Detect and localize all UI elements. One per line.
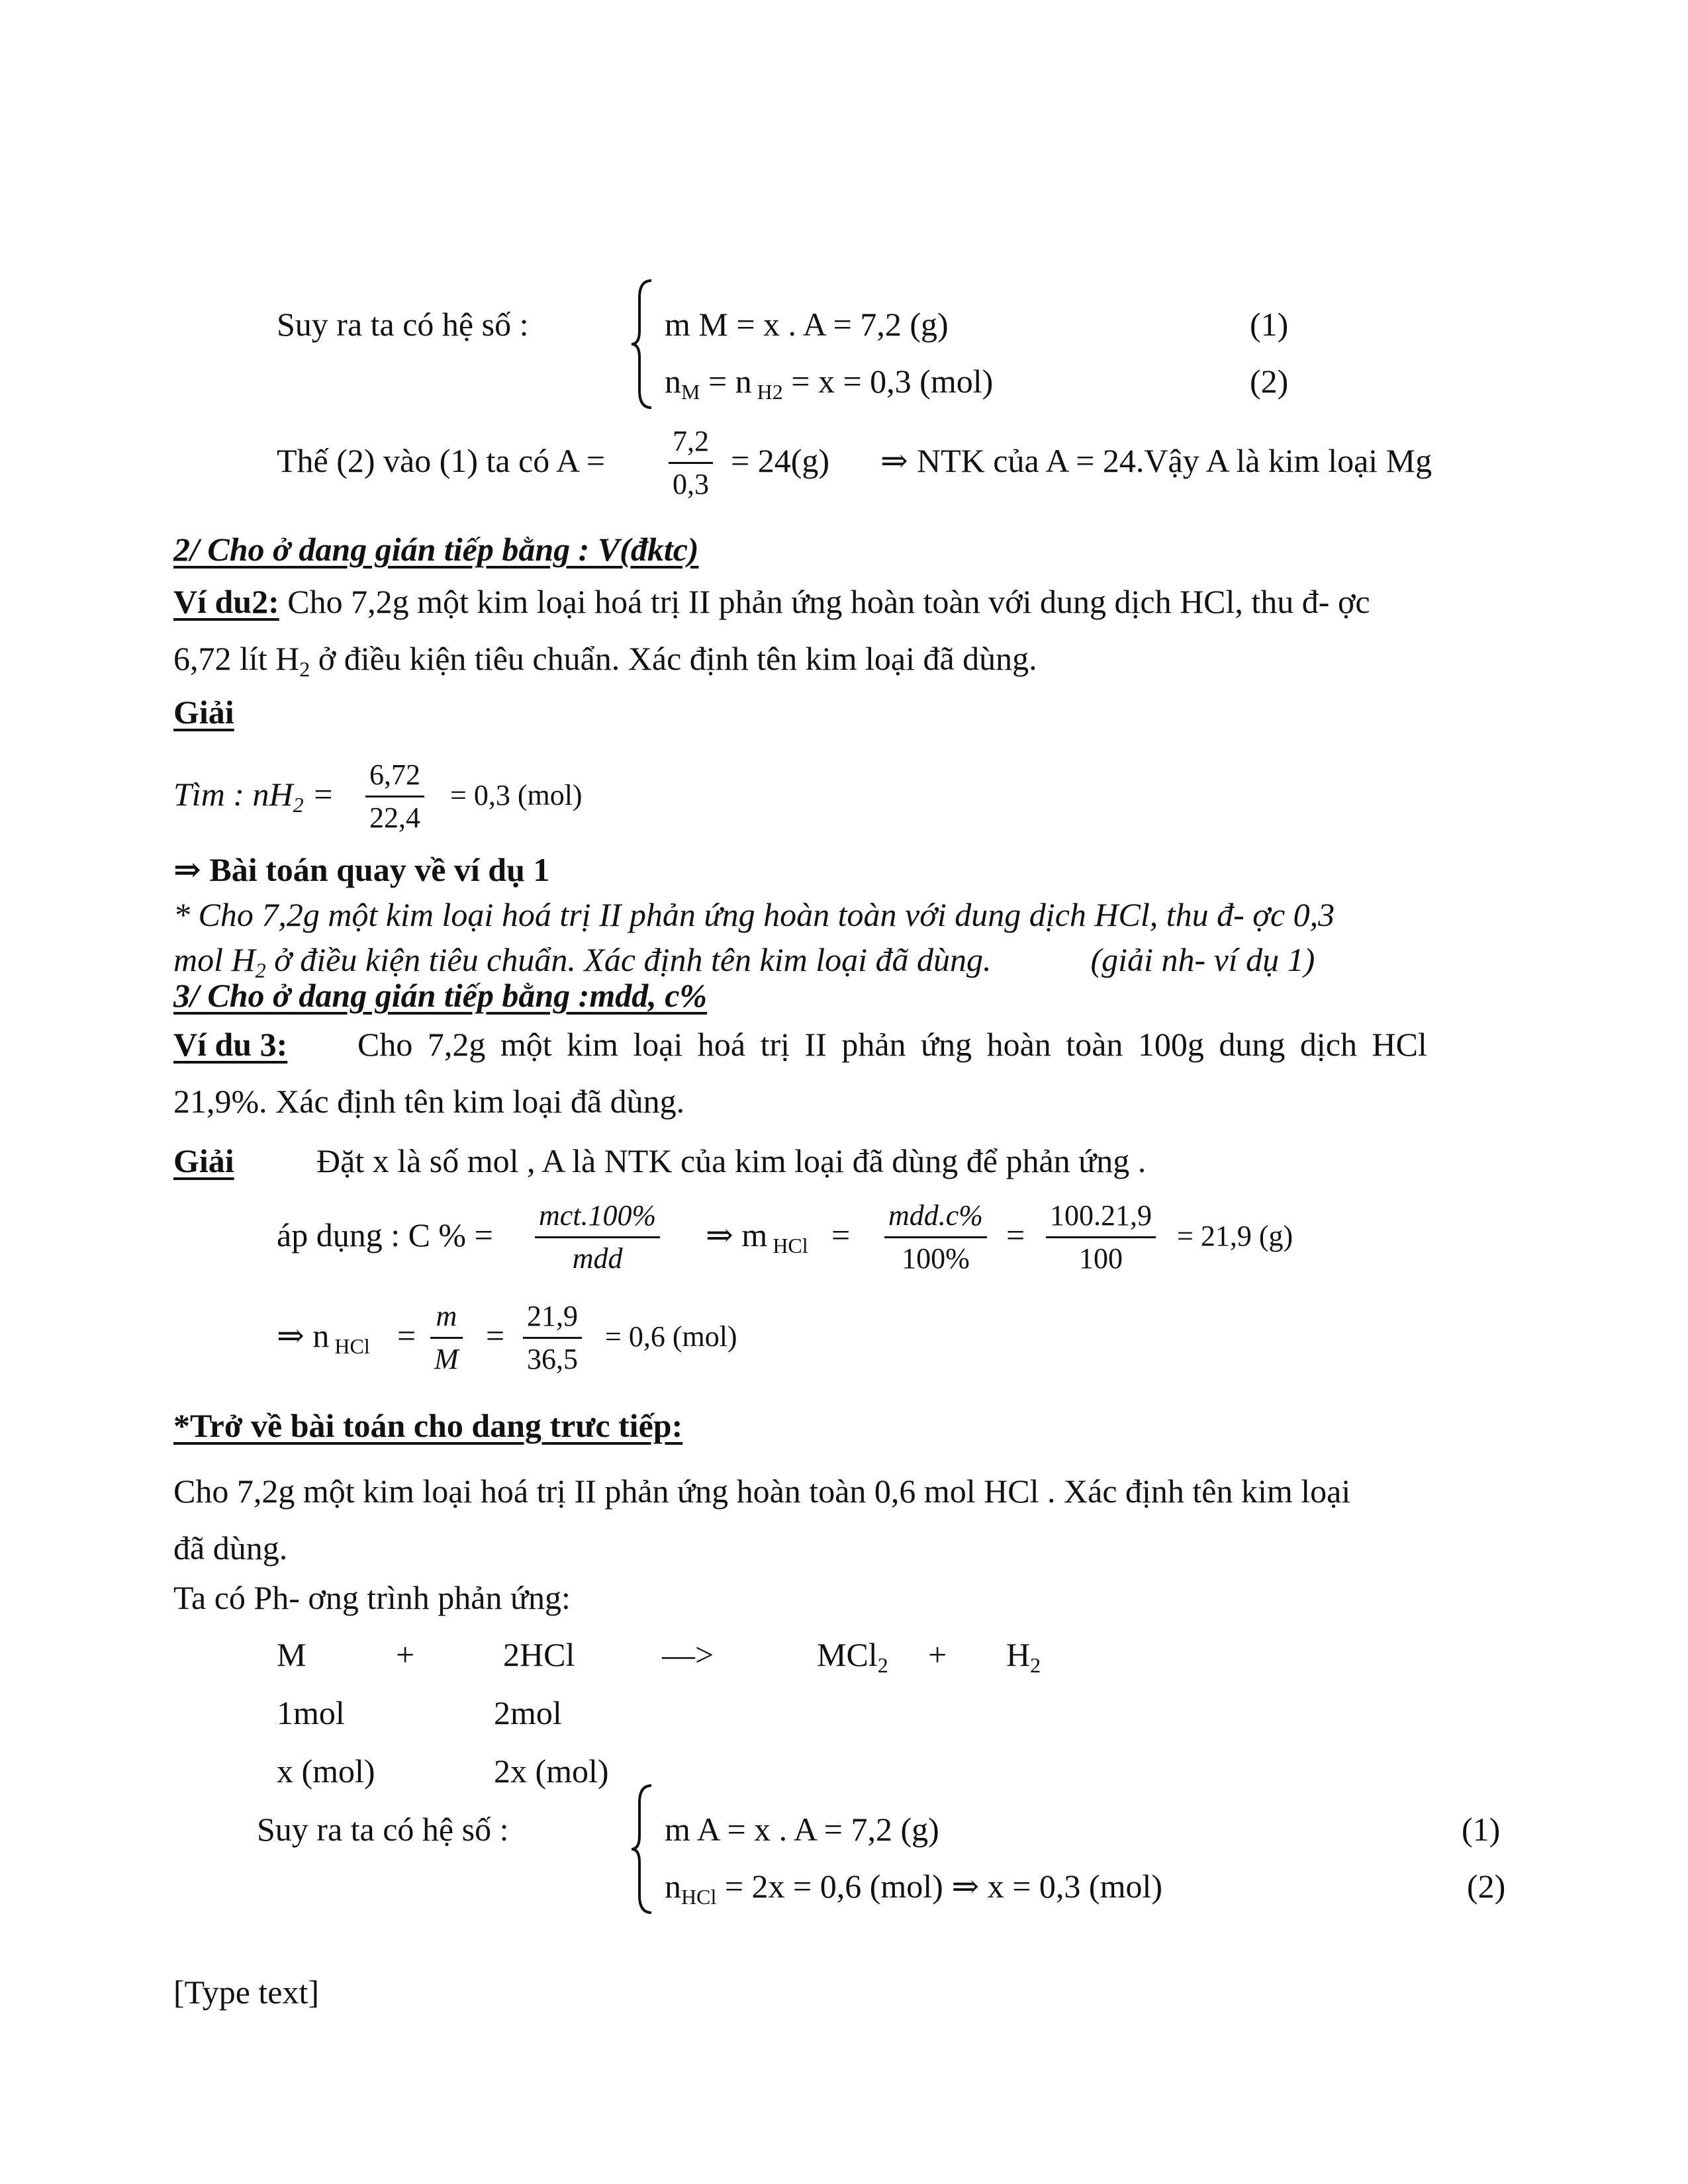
system2-eq2: $n_{HCl} = 2x = 0,6$ (mol) ⇒ x = 0,3 (mol) [665, 1868, 1163, 1909]
system1-eq1-number: (1) [1250, 306, 1289, 343]
example-3-text-line2: 21,9%. Xác định tên kim loại đã dùng. [173, 1083, 685, 1120]
implies-arrow-icon: ⇒ [706, 1216, 733, 1253]
example-3-label: Ví du 3: [173, 1026, 288, 1063]
section-3-heading: 3/ Cho ở dang gián tiếp bằng :mdd, c% [173, 977, 708, 1014]
fraction-value: $\frac{100.21,9}{100}$ [1046, 1195, 1156, 1279]
fraction-m-over-M: $\frac{m}{M}$ [430, 1296, 463, 1380]
restated-problem: * Cho 7,2g một kim loại hoá trị II phản ứng hoàn toàn với dung dịch HCl, thu đ- ợc 0,3 mol $H_2$ ở điều kiện tiêu chuẩn. Xác định tên kim loại đã dùng. (giải nh- ví dụ 1) [173, 896, 1335, 982]
fraction-moles: $\frac{21,9}{36,5}$ [523, 1296, 582, 1380]
system2-lead: Suy ra ta có hệ số : [257, 1811, 509, 1848]
section-4-heading: *Trở về bài toán cho dang trưc tiếp: [173, 1407, 683, 1444]
mhcl-label: ⇒ m $_{HCl}$ [706, 1216, 808, 1257]
plus-sign: + [928, 1636, 947, 1673]
system1-eq2-number: (2) [1250, 363, 1289, 400]
fraction-a: $\frac{7,2}{0,3}$ [669, 421, 713, 505]
brace-left-icon [629, 278, 655, 410]
system2-eq1: m A = x . A = 7,2 (g) [665, 1811, 939, 1848]
nhcl-label: ⇒ n $_{HCl}$ [277, 1317, 370, 1358]
example-2-paragraph: Ví du2: Cho 7,2g một kim loại hoá trị II phản ứng hoàn toàn với dung dịch HCl, thu đ- ợc 6,72 lít $H_2$ ở điều kiện tiêu chuẩn. Xác định tên kim loại đã dùng. [173, 583, 1370, 681]
fraction-nh2: $\frac{6,72}{22,4}$ [365, 754, 424, 839]
implies-arrow-icon: ⇒ [951, 1868, 980, 1905]
brace-left-icon [629, 1783, 655, 1915]
substitution-result: = 24(g) [731, 442, 829, 479]
system2-eq1-number: (1) [1462, 1811, 1501, 1848]
equals-sign: = [1006, 1216, 1025, 1253]
nhcl-result: = 0,6 (mol) [605, 1320, 737, 1353]
footer-placeholder: [Type text] [173, 1974, 320, 2011]
system1-eq1: m M = x . A = 7,2 (g) [665, 306, 949, 343]
implies-arrow-icon: ⇒ [173, 851, 201, 888]
system1-eq2: $n_M = n$ $_{H2}$ = x = 0,3 (mol) [665, 363, 994, 404]
solution-3-intro: Đặt x là số mol , A là NTK của kim loại đã dùng để phản ứng . [316, 1142, 1147, 1179]
reaction-arrow-icon: —> [662, 1636, 714, 1673]
fraction-mdd: mdd.c% 100% [884, 1195, 987, 1279]
moles-hcl: 2x (mol) [494, 1752, 609, 1790]
mole-ratio-hcl: 2mol [494, 1694, 562, 1731]
reactant-hcl: 2HCl [503, 1636, 575, 1673]
find-nh2: Tìm : $nH_2$ = [173, 776, 334, 817]
system1-lead: Suy ra ta có hệ số : [277, 306, 529, 343]
system2-eq2-number: (2) [1467, 1868, 1506, 1905]
mhcl-result: = 21,9 (g) [1177, 1220, 1293, 1252]
solution-label-3: Giải [173, 1142, 234, 1179]
equals-sign: = [486, 1317, 505, 1354]
mole-ratio-m: 1mol [277, 1694, 345, 1731]
apply-formula-label: áp dụng : C % = [277, 1216, 493, 1253]
direct-problem-paragraph: Cho 7,2g một kim loại hoá trị II phản ứng hoàn toàn 0,6 mol HCl . Xác định tên kim loại đã dùng. [173, 1473, 1351, 1567]
equals-sign: = [397, 1317, 416, 1354]
moles-m: x (mol) [277, 1752, 375, 1790]
equation-intro: Ta có Ph- ơng trình phản ứng: [173, 1579, 571, 1616]
plus-sign: + [396, 1636, 415, 1673]
substitution-conclusion: NTK của A = 24.Vậy A là kim loại Mg [917, 442, 1432, 479]
section-2-heading: 2/ Cho ở dang gián tiếp bằng : V(đktc) [173, 531, 699, 568]
solution-label-2: Giải [173, 694, 234, 731]
implies-arrow-icon: ⇒ [277, 1317, 305, 1354]
example-2-label: Ví du2: [173, 583, 279, 620]
back-to-example-1: ⇒ Bài toán quay về ví dụ 1 [173, 851, 550, 888]
product-h2: $H_2$ [1006, 1636, 1041, 1677]
nh2-result: = 0,3 (mol) [450, 779, 583, 811]
reactant-m: M [277, 1636, 306, 1673]
example-3-text-line1: Cho 7,2g một kim loại hoá trị II phản ứng hoàn toàn 100g dung dịch HCl [357, 1026, 1427, 1063]
product-mcl2: MCl$_2$ [817, 1636, 888, 1677]
implies-arrow-icon: ⇒ [880, 442, 908, 479]
substitution-text: Thế (2) vào (1) ta có A = [277, 442, 606, 479]
equals-sign: = [831, 1216, 851, 1253]
fraction-c-percent: mct.100% mdd [535, 1195, 660, 1279]
